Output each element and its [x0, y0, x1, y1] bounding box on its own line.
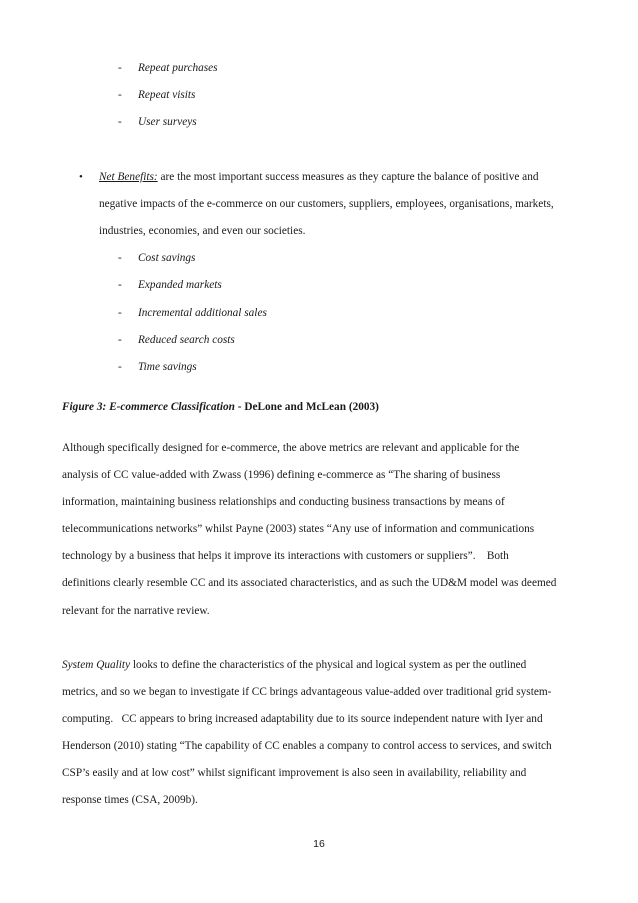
paragraph-2-line — [62, 658, 526, 672]
net-benefits-line-3: industries, economies, and even our societies. — [99, 225, 306, 237]
paragraph-2-line: response times (CSA, 2009b). — [62, 794, 198, 806]
list-item: Reduced search costs — [138, 334, 235, 346]
figure-source: - DeLone and McLean (2003) — [234, 401, 379, 413]
figure-caption — [62, 400, 379, 414]
paragraph-1-line: Although specifically designed for e-commerce, the above metrics are relevant and applicable for the — [62, 442, 520, 454]
paragraph-2-line: computing. CC appears to bring increased adaptability due to its source independent nature with Iyer and — [62, 713, 543, 725]
page-number: 16 — [313, 838, 325, 850]
paragraph-1-line: telecommunications networks” whilst Payne (2003) states “Any use of information and communications — [62, 523, 535, 535]
system-quality-term: System Quality — [62, 659, 131, 671]
list-dash: - — [118, 62, 122, 74]
list-dash: - — [118, 307, 122, 319]
figure-label: Figure 3: E-commerce Classification — [62, 401, 235, 413]
paragraph-1-line: information, maintaining business relationships and conducting business transactions by means of — [62, 496, 505, 508]
list-dash: - — [118, 279, 122, 291]
net-benefits-term: Net Benefits: — [99, 171, 158, 183]
net-benefits-text: are the most important success measures as they capture the balance of positive and — [157, 171, 539, 183]
list-item: Expanded markets — [138, 279, 222, 291]
bullet-icon: • — [79, 171, 83, 183]
list-item: User surveys — [138, 116, 197, 128]
paragraph-1-line: technology by a business that helps it improve its interactions with customers or suppliers”. Both — [62, 550, 509, 562]
paragraph-2-line: metrics, and so we began to investigate if CC brings advantageous value-added over traditional grid system- — [62, 686, 552, 698]
list-dash: - — [118, 361, 122, 373]
list-dash: - — [118, 252, 122, 264]
paragraph-1-line: analysis of CC value-added with Zwass (1996) defining e-commerce as “The sharing of business — [62, 469, 501, 481]
paragraph-1-line: relevant for the narrative review. — [62, 605, 210, 617]
paragraph-2-line: Henderson (2010) stating “The capability of CC enables a company to control access to services, and switch — [62, 740, 552, 752]
list-item: Time savings — [138, 361, 197, 373]
list-dash: - — [118, 89, 122, 101]
paragraph-2-text: looks to define the characteristics of the physical and logical system as per the outlined — [130, 659, 527, 671]
paragraph-2-line: CSP’s easily and at low cost” whilst significant improvement is also seen in availability, reliability and — [62, 767, 527, 779]
list-item: Cost savings — [138, 252, 196, 264]
net-benefits-line-2: negative impacts of the e-commerce on our customers, suppliers, employees, organisations, markets, — [99, 198, 554, 210]
list-dash: - — [118, 334, 122, 346]
list-item: Incremental additional sales — [138, 307, 267, 319]
list-item: Repeat purchases — [138, 62, 218, 74]
net-benefits-line-1 — [99, 170, 539, 184]
list-dash: - — [118, 116, 122, 128]
paragraph-1-line: definitions clearly resemble CC and its associated characteristics, and as such the UD&M model was deemed — [62, 577, 557, 589]
list-item: Repeat visits — [138, 89, 196, 101]
